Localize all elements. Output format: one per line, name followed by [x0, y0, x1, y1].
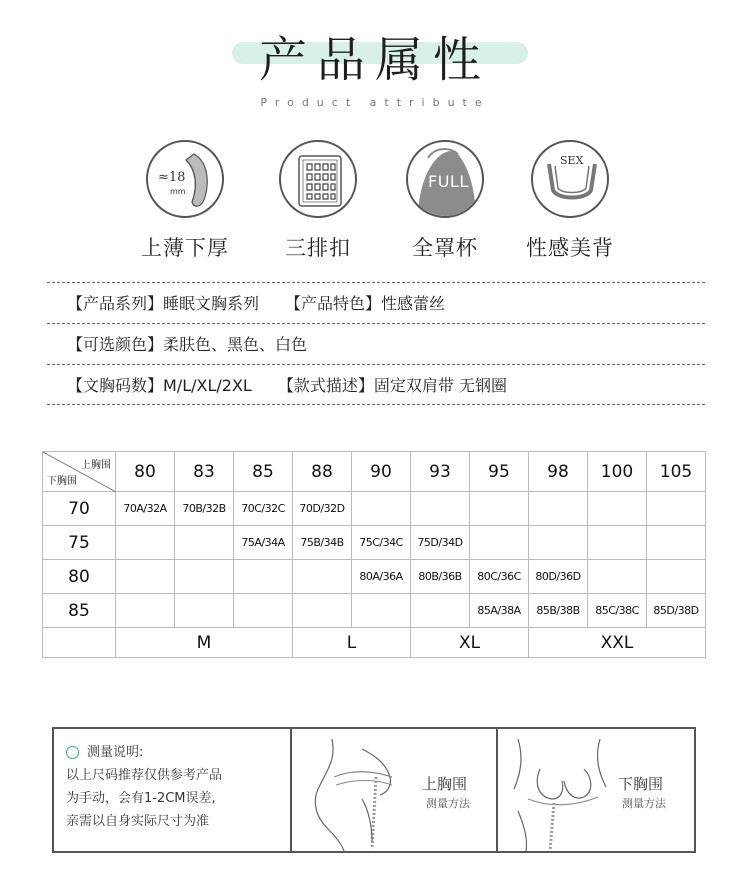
size-cell [588, 560, 647, 594]
size-cell: 75D/34D [411, 526, 470, 560]
feature-item [375, 140, 515, 262]
info-row-sizes [47, 364, 705, 405]
feature-item [115, 140, 255, 262]
under-bust-cell: 70 [43, 492, 116, 526]
size-cell [588, 526, 647, 560]
table-row [43, 594, 706, 628]
header [0, 30, 750, 90]
upper-bust-figure-icon [302, 729, 422, 851]
colors-value: 柔肤色、黑色、白色 [163, 335, 308, 354]
cup-size-xl: XL [411, 628, 529, 658]
over-bust-cell: 88 [293, 452, 352, 492]
page-subtitle: Product attribute [260, 96, 490, 109]
size-cell: 70D/32D [293, 492, 352, 526]
product-info [47, 282, 705, 405]
size-cell: 80A/36A [352, 560, 411, 594]
sex-text: SEX [560, 154, 584, 167]
feature-label: 上薄下厚 [141, 236, 229, 260]
over-bust-cell: 90 [352, 452, 411, 492]
feature-label: 性感美背 [526, 236, 614, 260]
feature-label: 三排扣 [285, 236, 351, 260]
over-bust-cell: 83 [175, 452, 234, 492]
size-cell [116, 526, 175, 560]
full-cup-text: FULL [428, 172, 469, 191]
size-cell [116, 560, 175, 594]
measurement-head [66, 741, 286, 764]
over-bust-cell: 85 [234, 452, 293, 492]
size-cell: 85B/38B [529, 594, 588, 628]
table-row [43, 560, 706, 594]
over-bust-cell: 100 [588, 452, 647, 492]
feature-list [0, 140, 750, 270]
under-bust-label: 下胸围 [618, 775, 664, 793]
under-bust-panel [498, 729, 694, 851]
padding-thickness-icon [146, 140, 224, 218]
series-value: 睡眠文胸系列 [163, 294, 260, 313]
page-title: 产品属性 [258, 32, 491, 88]
feature-label: 全罩杯 [412, 236, 478, 260]
over-bust-cell: 93 [411, 452, 470, 492]
under-bust-cell: 80 [43, 560, 116, 594]
thickness-value: ≈18 [158, 170, 186, 185]
size-cell [293, 594, 352, 628]
under-bust-cell: 75 [43, 526, 116, 560]
upper-bust-label: 上胸围 [422, 775, 468, 793]
colors-label: 【可选颜色】 [67, 335, 164, 354]
cup-size-xxl: XXL [529, 628, 706, 658]
sizes-label: 【文胸码数】 [67, 376, 164, 395]
measurement-line: 以上尺码推荐仅供参考产品 [66, 768, 223, 783]
upper-bust-sub: 测量方法 [426, 797, 470, 810]
cup-size-m: M [116, 628, 293, 658]
size-cell: 80D/36D [529, 560, 588, 594]
size-cell: 70B/32B [175, 492, 234, 526]
size-cell [293, 560, 352, 594]
table-corner [43, 452, 116, 492]
size-cell [234, 560, 293, 594]
size-cell: 75B/34B [293, 526, 352, 560]
header-row [43, 452, 706, 492]
size-cell [647, 560, 706, 594]
size-cell [529, 492, 588, 526]
size-cell: 85A/38A [470, 594, 529, 628]
cup-size-row [43, 628, 706, 658]
hook-clasp-icon [279, 140, 357, 218]
size-cell [116, 594, 175, 628]
size-cell [175, 594, 234, 628]
size-cell [411, 594, 470, 628]
sizes-value: M/L/XL/2XL [163, 376, 252, 395]
style-value: 固定双肩带 无钢圈 [373, 376, 507, 395]
size-cell: 85D/38D [647, 594, 706, 628]
size-cell [175, 560, 234, 594]
size-table [42, 451, 706, 658]
table-row [43, 526, 706, 560]
thickness-unit: mm [170, 187, 186, 196]
upper-bust-panel [292, 729, 496, 851]
feature-item [248, 140, 388, 262]
under-bust-figure-icon [504, 729, 624, 851]
size-cell [588, 492, 647, 526]
under-bust-sub: 测量方法 [622, 797, 666, 810]
measurement-guide [52, 727, 696, 853]
size-cell [411, 492, 470, 526]
size-cell [352, 492, 411, 526]
size-cell: 80C/36C [470, 560, 529, 594]
measurement-note [66, 741, 286, 833]
size-cell [529, 526, 588, 560]
feature-item [500, 140, 640, 262]
full-cup-icon [406, 140, 484, 218]
over-bust-cell: 105 [647, 452, 706, 492]
size-cell [647, 492, 706, 526]
size-cell [234, 594, 293, 628]
cup-size-l: L [293, 628, 411, 658]
size-cell: 75C/34C [352, 526, 411, 560]
table-row [43, 492, 706, 526]
measurement-line: 亲需以自身实际尺寸为准 [66, 814, 210, 829]
corner-over-bust: 上胸围 [81, 460, 111, 471]
circle-bullet-icon [66, 746, 79, 759]
size-cell: 70A/32A [116, 492, 175, 526]
size-cell [647, 526, 706, 560]
cup-size-blank [43, 628, 116, 658]
feature-value: 性感蕾丝 [381, 294, 446, 313]
over-bust-cell: 98 [529, 452, 588, 492]
size-cell: 80B/36B [411, 560, 470, 594]
size-cell: 85C/38C [588, 594, 647, 628]
size-cell: 75A/34A [234, 526, 293, 560]
size-cell [470, 492, 529, 526]
measurement-title: 测量说明: [87, 745, 144, 760]
under-bust-cell: 85 [43, 594, 116, 628]
info-row-series [47, 282, 705, 323]
size-cell [352, 594, 411, 628]
size-cell [470, 526, 529, 560]
style-label: 【款式描述】 [277, 376, 374, 395]
measurement-line: 为手动，会有1-2CM误差, [66, 791, 216, 806]
size-cell [175, 526, 234, 560]
over-bust-cell: 80 [116, 452, 175, 492]
sexy-back-icon [531, 140, 609, 218]
series-label: 【产品系列】 [67, 294, 164, 313]
over-bust-cell: 95 [470, 452, 529, 492]
corner-under-bust: 下胸围 [47, 476, 77, 487]
info-row-colors [47, 323, 705, 364]
feature-label: 【产品特色】 [285, 294, 382, 313]
size-cell: 70C/32C [234, 492, 293, 526]
